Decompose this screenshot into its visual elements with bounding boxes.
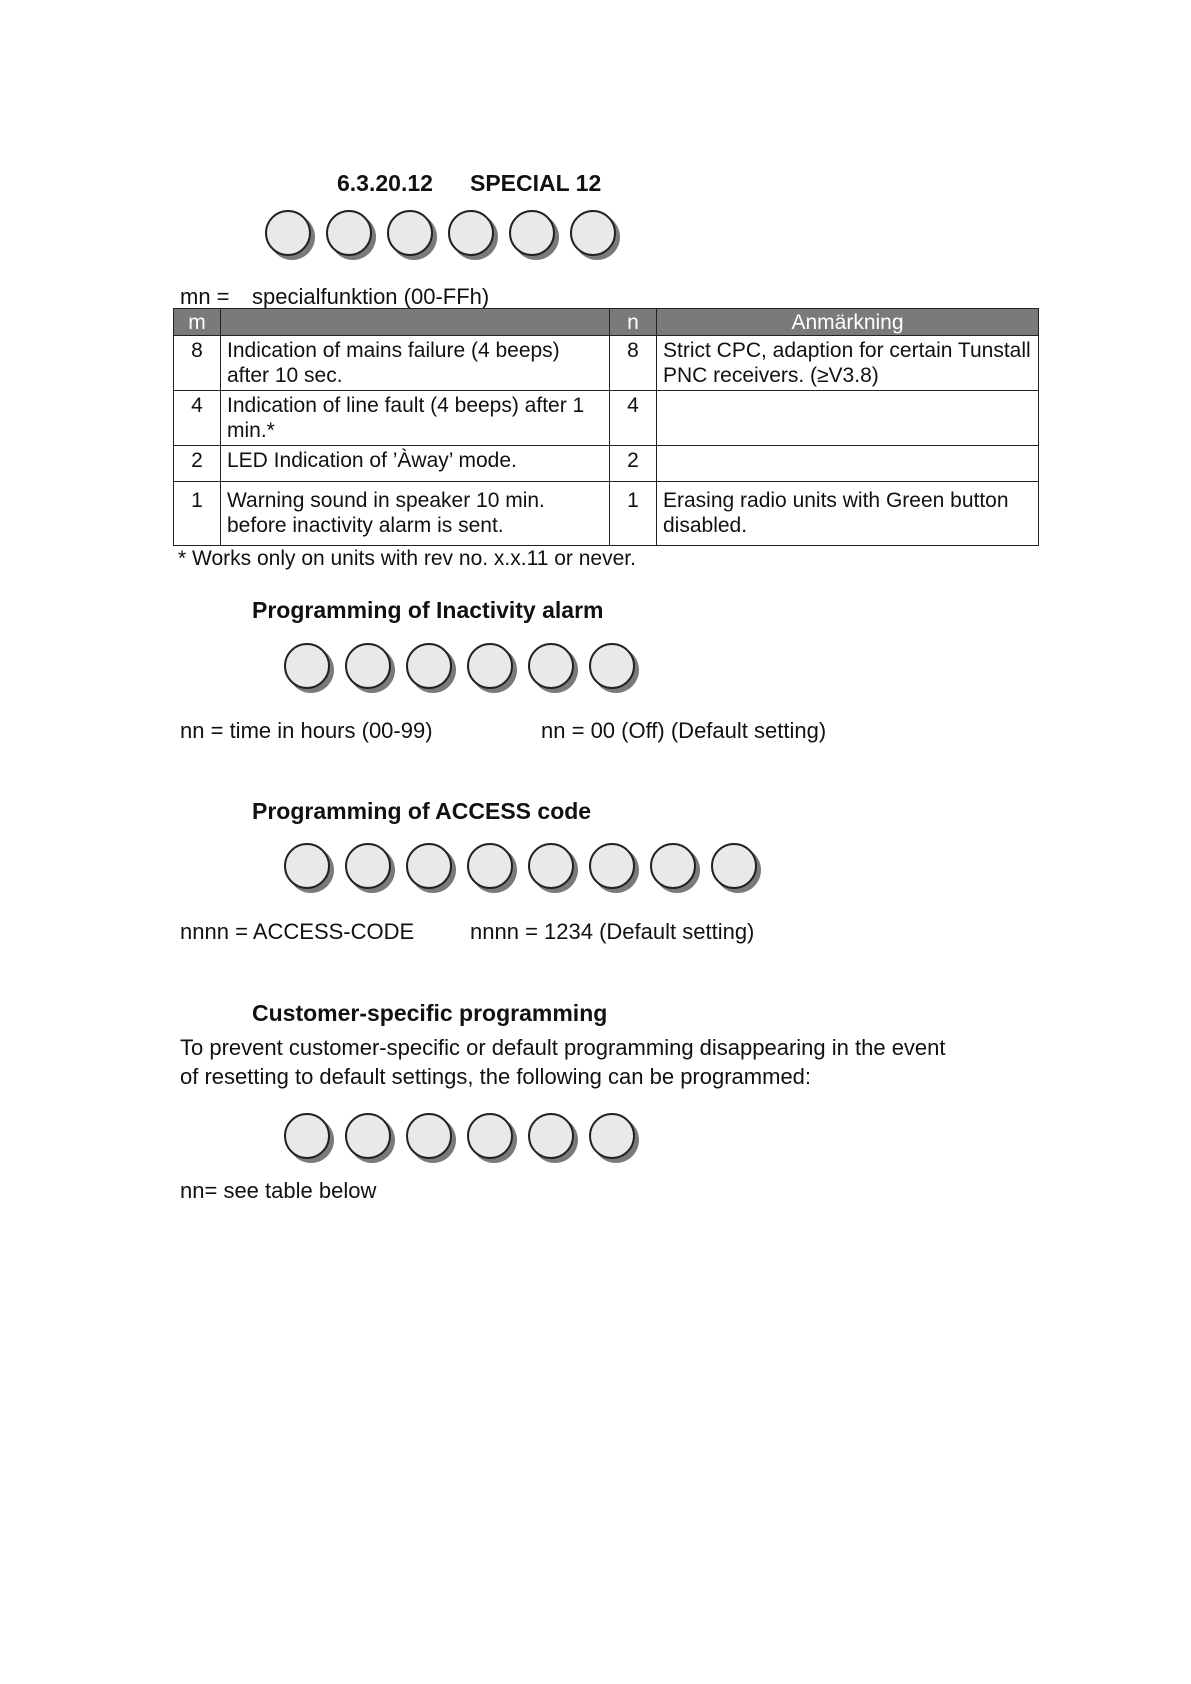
cell-n-desc xyxy=(657,446,1039,482)
table-row xyxy=(174,446,1039,482)
table-row xyxy=(174,482,1039,546)
variable-nn: nn xyxy=(180,1178,205,1203)
access-code-default xyxy=(470,919,754,945)
mn-description: specialfunktion (00-FFh) xyxy=(252,284,490,309)
code-digit-bubble xyxy=(406,843,452,889)
code-digit-bubble xyxy=(406,643,452,689)
code-digit-bubble xyxy=(467,1113,513,1159)
code-bubbles-inactivity xyxy=(284,643,650,689)
header-anmarkning: Anmärkning xyxy=(657,309,1039,336)
header-n: n xyxy=(610,309,657,336)
code-bubbles-access xyxy=(284,843,772,889)
customer-paragraph-line2: of resetting to default settings, the following can be programmed: xyxy=(180,1064,812,1089)
code-digit-bubble xyxy=(265,210,311,256)
code-digit-bubble xyxy=(528,643,574,689)
code-digit-bubble xyxy=(711,843,757,889)
variable-nn: nn xyxy=(541,718,566,743)
cell-n-desc: Erasing radio units with Green button disabled. xyxy=(657,482,1039,546)
special-function-table xyxy=(173,308,1039,546)
code-digit-bubble xyxy=(650,843,696,889)
cell-m-desc: Indication of line fault (4 beeps) after 1 min.* xyxy=(221,391,610,446)
section-title: SPECIAL 12 xyxy=(470,170,602,196)
cell-n: 2 xyxy=(610,446,657,482)
code-digit-bubble xyxy=(345,843,391,889)
nn-description: = see table below xyxy=(204,1178,377,1203)
code-digit-bubble xyxy=(528,843,574,889)
cell-n: 8 xyxy=(610,336,657,391)
default-description: = 1234 (Default setting) xyxy=(525,919,755,944)
code-digit-bubble xyxy=(467,643,513,689)
cell-m-desc: Indication of mains failure (4 beeps) after 10 sec. xyxy=(221,336,610,391)
cell-n-desc: Strict CPC, adaption for certain Tunstall PNC receivers. (≥V3.8) xyxy=(657,336,1039,391)
cell-m-desc: LED Indication of ’Àway’ mode. xyxy=(221,446,610,482)
code-digit-bubble xyxy=(345,643,391,689)
default-description: = 00 (Off) (Default setting) xyxy=(571,718,827,743)
section-number: 6.3.20.12 xyxy=(337,170,433,196)
code-digit-bubble xyxy=(467,843,513,889)
mn-label: mn = xyxy=(180,284,230,309)
code-digit-bubble xyxy=(387,210,433,256)
code-bubbles-special12 xyxy=(265,210,631,256)
customer-heading: Customer-specific programming xyxy=(252,1000,608,1026)
cell-m-desc: Warning sound in speaker 10 min. before inactivity alarm is sent. xyxy=(221,482,610,546)
code-digit-bubble xyxy=(284,643,330,689)
access-heading: Programming of ACCESS code xyxy=(252,798,592,824)
code-digit-bubble xyxy=(345,1113,391,1159)
variable-nnnn: nnnn xyxy=(180,919,229,944)
cell-n: 4 xyxy=(610,391,657,446)
code-digit-bubble xyxy=(284,1113,330,1159)
cell-n-desc xyxy=(657,391,1039,446)
cell-n: 1 xyxy=(610,482,657,546)
variable-nnnn: nnnn xyxy=(470,919,519,944)
code-digit-bubble xyxy=(509,210,555,256)
inactivity-heading: Programming of Inactivity alarm xyxy=(252,597,604,623)
variable-nn: nn xyxy=(180,718,205,743)
header-m-desc xyxy=(221,309,610,336)
inactivity-default xyxy=(541,718,826,744)
code-digit-bubble xyxy=(589,1113,635,1159)
inactivity-range xyxy=(180,718,433,744)
code-digit-bubble xyxy=(284,843,330,889)
cell-m: 2 xyxy=(174,446,221,482)
table-header-row xyxy=(174,309,1039,336)
customer-paragraph-line1: To prevent customer-specific or default programming disappearing in the event xyxy=(180,1035,946,1060)
cell-m: 8 xyxy=(174,336,221,391)
code-digit-bubble xyxy=(589,643,635,689)
customer-nn-definition xyxy=(180,1178,376,1204)
table-footnote: * Works only on units with rev no. x.x.11 or never. xyxy=(178,547,636,570)
cell-m: 1 xyxy=(174,482,221,546)
table-row xyxy=(174,391,1039,446)
table-row xyxy=(174,336,1039,391)
code-digit-bubble xyxy=(448,210,494,256)
code-digit-bubble xyxy=(406,1113,452,1159)
access-code-definition xyxy=(180,919,414,945)
code-digit-bubble xyxy=(528,1113,574,1159)
range-description: = time in hours (00-99) xyxy=(210,718,433,743)
header-m: m xyxy=(174,309,221,336)
access-code-description: = ACCESS-CODE xyxy=(235,919,415,944)
code-digit-bubble xyxy=(589,843,635,889)
cell-m: 4 xyxy=(174,391,221,446)
code-digit-bubble xyxy=(570,210,616,256)
code-bubbles-customer xyxy=(284,1113,650,1159)
code-digit-bubble xyxy=(326,210,372,256)
